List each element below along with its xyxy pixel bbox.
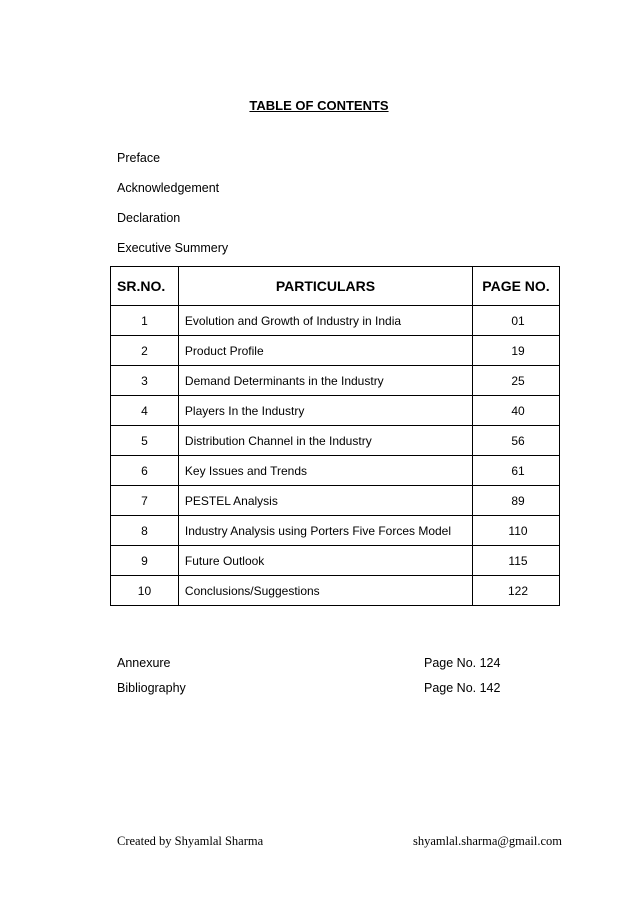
- sr-no-cell: 1: [111, 306, 179, 336]
- particulars-cell: Demand Determinants in the Industry: [178, 366, 472, 396]
- front-matter-list: [117, 150, 228, 270]
- header-page-no: PAGE NO.: [473, 267, 560, 306]
- table-row: [111, 366, 560, 396]
- page-title: TABLE OF CONTENTS: [249, 98, 389, 113]
- back-matter-label: Annexure: [117, 656, 171, 670]
- front-matter-item: Preface: [117, 151, 161, 165]
- table-row: [111, 456, 560, 486]
- contents-table: [110, 266, 560, 606]
- footer-email: shyamlal.sharma@gmail.com: [413, 834, 562, 848]
- page-no-cell: 25: [473, 366, 560, 396]
- particulars-cell: Evolution and Growth of Industry in India: [178, 306, 472, 336]
- particulars-cell: PESTEL Analysis: [178, 486, 472, 516]
- back-matter-page: Page No. 142: [424, 681, 501, 695]
- page-no-cell: 110: [473, 516, 560, 546]
- sr-no-cell: 10: [111, 576, 179, 606]
- table-row: [111, 516, 560, 546]
- page-no-cell: 61: [473, 456, 560, 486]
- sr-no-cell: 9: [111, 546, 179, 576]
- table-body: [111, 306, 560, 606]
- page-no-cell: 01: [473, 306, 560, 336]
- back-matter-row: [117, 680, 537, 705]
- sr-no-cell: 3: [111, 366, 179, 396]
- page-no-cell: 89: [473, 486, 560, 516]
- table-row: [111, 396, 560, 426]
- table-row: [111, 306, 560, 336]
- table-row: [111, 486, 560, 516]
- back-matter-page: Page No. 124: [424, 656, 501, 670]
- sr-no-cell: 8: [111, 516, 179, 546]
- particulars-cell: Distribution Channel in the Industry: [178, 426, 472, 456]
- particulars-cell: Product Profile: [178, 336, 472, 366]
- front-matter-item: Acknowledgement: [117, 181, 220, 195]
- back-matter-label: Bibliography: [117, 681, 186, 695]
- particulars-cell: Players In the Industry: [178, 396, 472, 426]
- page-no-cell: 40: [473, 396, 560, 426]
- table-header-row: [111, 267, 560, 306]
- header-sr-no: SR.NO.: [111, 267, 179, 306]
- sr-no-cell: 2: [111, 336, 179, 366]
- particulars-cell: Key Issues and Trends: [178, 456, 472, 486]
- page-no-cell: 122: [473, 576, 560, 606]
- back-matter-row: [117, 655, 537, 680]
- table-row: [111, 426, 560, 456]
- table-row: [111, 576, 560, 606]
- back-matter-list: [117, 655, 537, 705]
- particulars-cell: Future Outlook: [178, 546, 472, 576]
- footer-author: Created by Shyamlal Sharma: [117, 834, 264, 848]
- sr-no-cell: 4: [111, 396, 179, 426]
- front-matter-item: Executive Summery: [117, 241, 229, 255]
- table-row: [111, 546, 560, 576]
- particulars-cell: Conclusions/Suggestions: [178, 576, 472, 606]
- table-row: [111, 336, 560, 366]
- header-particulars: PARTICULARS: [178, 267, 472, 306]
- page-no-cell: 56: [473, 426, 560, 456]
- page-no-cell: 115: [473, 546, 560, 576]
- sr-no-cell: 7: [111, 486, 179, 516]
- front-matter-item: Declaration: [117, 211, 181, 225]
- sr-no-cell: 6: [111, 456, 179, 486]
- particulars-cell: Industry Analysis using Porters Five Forces Model: [178, 516, 472, 546]
- sr-no-cell: 5: [111, 426, 179, 456]
- page-no-cell: 19: [473, 336, 560, 366]
